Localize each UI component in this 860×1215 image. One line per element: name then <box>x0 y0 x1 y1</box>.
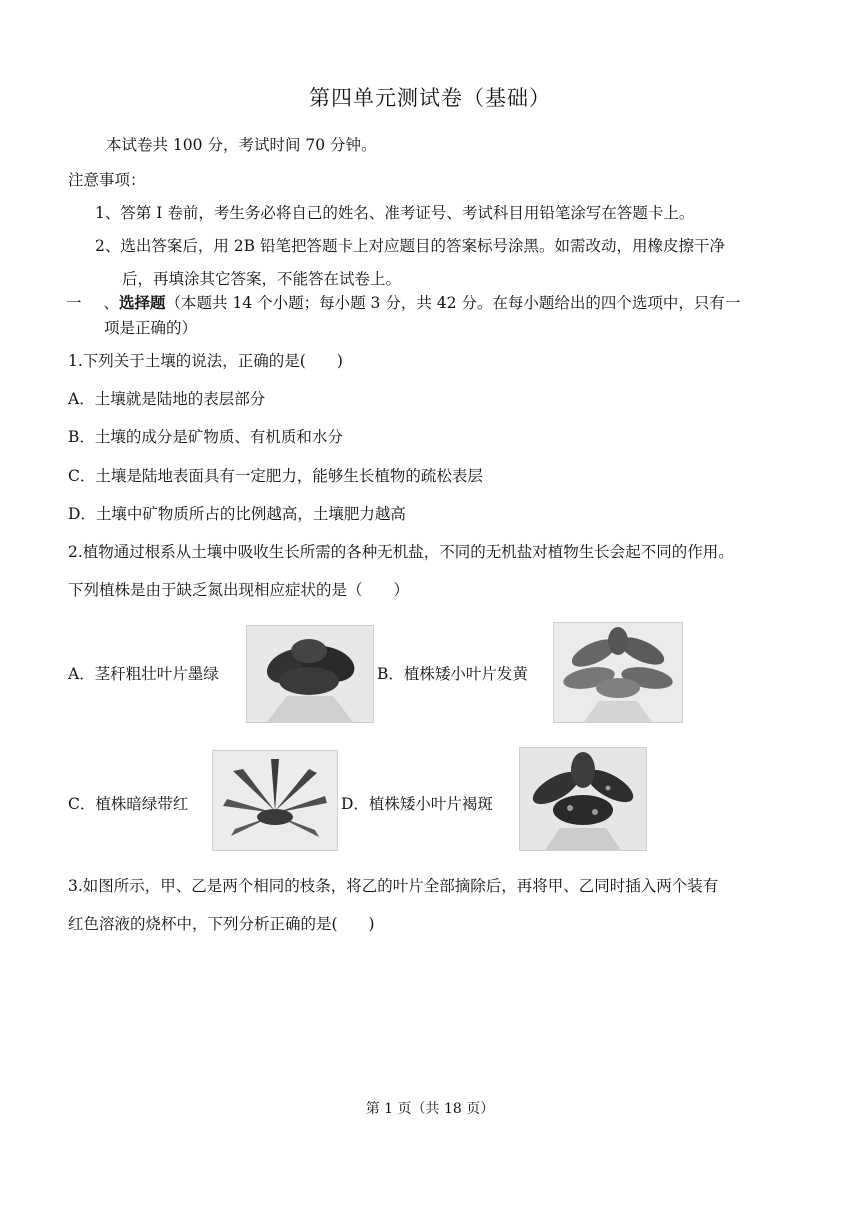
q2-option-a: A．茎秆粗壮叶片墨绿 <box>68 665 219 683</box>
question-3-stem-cont: 红色溶液的烧杯中，下列分析正确的是( ) <box>68 915 375 933</box>
section-heading <box>66 291 740 313</box>
plant-photo-c <box>212 750 338 851</box>
section-desc: （本题共 14 个小题；每小题 3 分，共 42 分。在每小题给出的四个选项中，只有一 <box>165 294 741 312</box>
q2-option-c: C．植株暗绿带红 <box>68 795 189 813</box>
notice-heading: 注意事项： <box>68 171 146 189</box>
notice-item: 后，再填涂其它答案，不能答在试卷上。 <box>122 270 402 288</box>
q1-option-c: C．土壤是陆地表面具有一定肥力，能够生长植物的疏松表层 <box>68 467 483 485</box>
section-title: 选择题 <box>119 293 166 312</box>
q2-option-b: B．植株矮小叶片发黄 <box>377 665 528 683</box>
section-desc-cont: 项是正确的） <box>104 319 198 337</box>
notice-item: 2、选出答案后，用 2B 铅笔把答题卡上对应题目的答案标号涂黑。如需改动，用橡皮擦干净 <box>95 237 725 255</box>
plant-photo-b <box>553 622 683 723</box>
section-number: 一 <box>66 294 82 312</box>
question-2-stem: 2.植物通过根系从土壤中吸收生长所需的各种无机盐，不同的无机盐对植物生长会起不同的作用。 <box>68 543 734 561</box>
q1-option-d: D．土壤中矿物质所占的比例越高，土壤肥力越高 <box>68 505 406 523</box>
intro-text: 本试卷共 100 分，考试时间 70 分钟。 <box>106 136 377 154</box>
question-2-stem-cont: 下列植株是由于缺乏氮出现相应症状的是（ ） <box>68 581 410 599</box>
section-sep: 、 <box>103 294 120 312</box>
page-footer: 第 1 页（共 18 页） <box>365 1101 495 1117</box>
notice-item: 1、答第 I 卷前，考生务必将自己的姓名、准考证号、考试科目用铅笔涂写在答题卡上。 <box>95 204 695 222</box>
plant-photo-a <box>246 625 374 723</box>
plant-photo-d <box>519 747 647 851</box>
page-title: 第四单元测试卷（基础） <box>309 86 551 110</box>
q2-option-d: D．植株矮小叶片褐斑 <box>341 795 493 813</box>
question-1-stem: 1.下列关于土壤的说法，正确的是( ) <box>68 352 343 370</box>
q1-option-b: B．土壤的成分是矿物质、有机质和水分 <box>68 428 343 446</box>
q1-option-a: A．土壤就是陆地的表层部分 <box>68 390 266 408</box>
question-3-stem: 3.如图所示，甲、乙是两个相同的枝条，将乙的叶片全部摘除后，再将甲、乙同时插入两个装有 <box>68 877 719 895</box>
